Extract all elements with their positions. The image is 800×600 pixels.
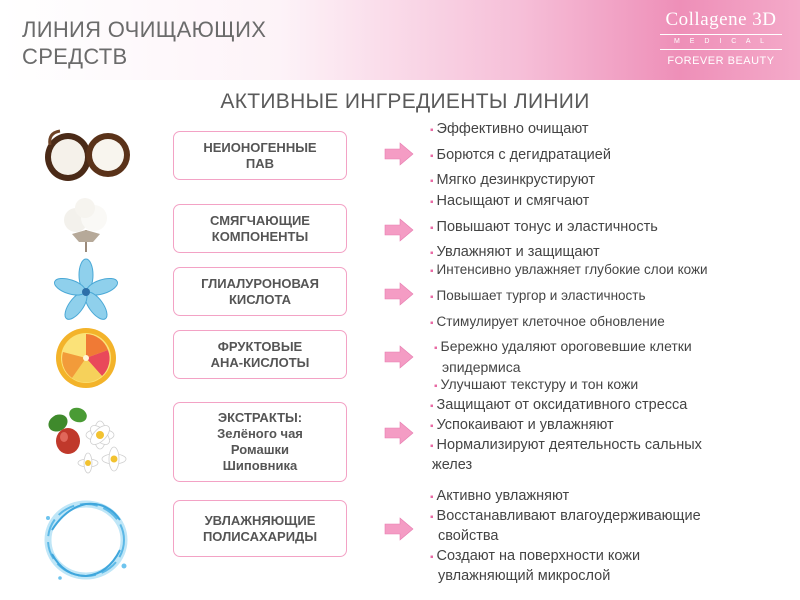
ingredient-box-hyaluronic-acid	[173, 267, 347, 316]
logo-tagline: FOREVER BEAUTY	[667, 55, 775, 67]
benefit-item: ▪ Улучшают текстуру и тон кожи	[434, 376, 639, 392]
ingredient-label-line2: КОМПОНЕНТЫ	[211, 228, 309, 244]
benefit-item: ▪ Борются с дегидратацией	[430, 147, 611, 163]
arrow-right-icon	[384, 218, 414, 242]
ingredient-box-emollients	[173, 204, 347, 253]
benefit-item: ▪ Бережно удаляют ороговевшие клетки эпидермиса	[434, 338, 692, 375]
ingredient-label-line1: ФРУКТОВЫЕ	[217, 338, 303, 354]
ingredient-label-line1: УВЛАЖНЯЮЩИЕ	[204, 512, 316, 528]
benefit-item: ▪ Насыщают и смягчают	[430, 193, 590, 209]
ingredient-label-line1: ЭКСТРАКТЫ:	[217, 410, 303, 425]
benefit-item: ▪ Защищают от оксидативного стресса	[430, 397, 688, 413]
benefit-item: ▪ Создают на поверхности кожи увлажняющий микрослой	[430, 548, 641, 584]
ingredient-label-line3: Ромашки	[230, 442, 290, 457]
logo-divider	[660, 49, 782, 50]
ingredient-row	[0, 118, 800, 188]
ingredient-label-line4: Шиповника	[222, 458, 298, 473]
header-banner	[0, 0, 800, 80]
ingredient-box-aha-fruit-acids	[173, 330, 347, 379]
logo-main-text: Collagene 3D	[665, 9, 777, 30]
herbs-icon	[38, 401, 134, 481]
arrow-right-icon	[384, 421, 414, 445]
arrow-right-icon	[384, 282, 414, 306]
ingredient-label-line2: Зелёного чая	[217, 426, 303, 441]
page-title	[22, 16, 266, 70]
ingredient-row	[0, 190, 800, 262]
ingredient-label-line2: АНА-КИСЛОТЫ	[210, 354, 310, 370]
benefit-item: ▪ Интенсивно увлажняет глубокие слои кожи	[430, 262, 708, 277]
arrow-right-icon	[384, 517, 414, 541]
ingredient-row	[0, 485, 800, 595]
section-title: АКТИВНЫЕ ИНГРЕДИЕНТЫ ЛИНИИ	[220, 90, 590, 113]
ingredient-row	[0, 258, 800, 330]
ingredient-label-line1: СМЯГЧАЮЩИЕ	[210, 212, 310, 228]
arrow-right-icon	[384, 345, 414, 369]
benefit-item: ▪ Повышают тонус и эластичность	[430, 219, 658, 235]
ingredient-box-moisturizing-polysaccharides	[173, 500, 347, 557]
benefit-item: ▪ Повышает тургор и эластичность	[430, 288, 646, 303]
citrus-icon	[38, 324, 134, 392]
cotton-icon	[38, 192, 134, 258]
ingredient-label-line2: ПОЛИСАХАРИДЫ	[202, 528, 318, 544]
coconut-icon	[38, 121, 134, 187]
ingredient-label-line1: ГЛИАЛУРОНОВАЯ	[201, 275, 319, 291]
benefit-item: ▪ Эффективно очищают	[430, 121, 589, 137]
ingredient-row	[0, 395, 800, 485]
page-title-line2: СРЕДСТВ	[22, 44, 128, 69]
benefit-item: ▪ Нормализируют деятельность сальных желез	[430, 437, 702, 473]
page-title-line1: ЛИНИЯ ОЧИЩАЮЩИХ	[22, 17, 267, 42]
ingredient-label-line2: КИСЛОТА	[228, 291, 292, 307]
benefit-item: ▪ Активно увлажняют	[430, 488, 570, 504]
flower-icon	[38, 258, 134, 324]
ingredient-label-line2: ПАВ	[245, 155, 275, 171]
benefit-item: ▪ Увлажняют и защищают	[430, 244, 600, 260]
ingredient-label-line1: НЕИОНОГЕННЫЕ	[203, 139, 317, 155]
benefit-item: ▪ Мягко дезинкрустируют	[430, 172, 595, 188]
benefit-item: ▪ Восстанавливают влагоудерживающие свойства	[430, 508, 701, 544]
water-splash-icon	[38, 490, 134, 588]
brand-logo	[656, 8, 786, 70]
logo-divider	[660, 34, 782, 35]
ingredient-box-extracts	[173, 402, 347, 482]
benefit-item: ▪ Успокаивают и увлажняют	[430, 417, 614, 433]
benefit-item: ▪ Стимулирует клеточное обновление	[430, 314, 665, 329]
arrow-right-icon	[384, 142, 414, 166]
ingredient-row	[0, 322, 800, 397]
logo-medical-text: M E D I C A L	[673, 38, 768, 45]
ingredient-box-nonionic-surfactants	[173, 131, 347, 180]
